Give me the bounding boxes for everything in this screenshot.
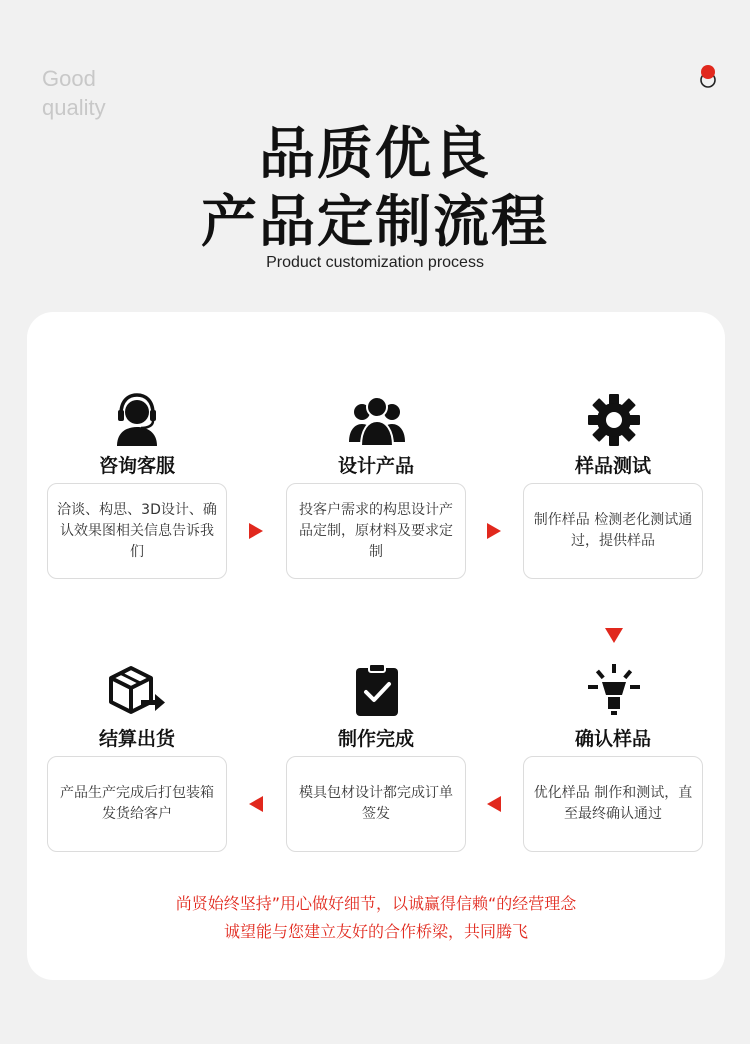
arrow-left-icon bbox=[249, 796, 263, 812]
box-shipping-icon bbox=[107, 662, 167, 718]
slogan-line1: 尚贤始终坚持”用心做好细节，以诚赢得信赖“的经营理念 bbox=[175, 894, 577, 913]
step-title: 设计产品 bbox=[337, 455, 414, 477]
step-title: 结算出货 bbox=[98, 728, 175, 750]
step-title: 制作完成 bbox=[337, 728, 414, 750]
arrow-right-icon bbox=[249, 523, 263, 539]
page-title-line1: 品质优良 bbox=[259, 122, 491, 187]
step-title: 样品测试 bbox=[574, 455, 651, 477]
headset-person-icon bbox=[107, 392, 167, 448]
arrow-left-icon bbox=[487, 796, 501, 812]
clipboard-check-icon bbox=[347, 662, 407, 718]
arrow-down-icon bbox=[605, 628, 623, 643]
step-title: 确认样品 bbox=[574, 728, 651, 750]
good-text: Good bbox=[42, 66, 96, 91]
process-card bbox=[27, 312, 725, 980]
step-description: 制作样品 检测老化测试通过，提供样品 bbox=[523, 483, 703, 579]
arrow-right-icon bbox=[487, 523, 501, 539]
slogan-line2: 诚望能与您建立友好的合作桥梁，共同腾飞 bbox=[223, 922, 528, 941]
step-description: 洽谈、构思、3D设计、确认效果图相关信息告诉我们 bbox=[47, 483, 227, 579]
gear-icon bbox=[584, 392, 644, 448]
page-subtitle: Product customization process bbox=[266, 254, 484, 271]
quality-text: quality bbox=[42, 95, 106, 120]
lamp-icon bbox=[584, 662, 644, 718]
decorative-dot-icon bbox=[698, 64, 718, 90]
page-title-line2: 产品定制流程 bbox=[201, 190, 549, 255]
group-people-icon bbox=[347, 392, 407, 448]
step-description: 投客户需求的构思设计产品定制，原材料及要求定制 bbox=[286, 483, 466, 579]
step-description: 优化样品 制作和测试，直至最终确认通过 bbox=[523, 756, 703, 852]
step-description: 产品生产完成后打包装箱发货给客户 bbox=[47, 756, 227, 852]
step-title: 咨询客服 bbox=[98, 455, 175, 477]
step-description: 模具包材设计都完成订单签发 bbox=[286, 756, 466, 852]
